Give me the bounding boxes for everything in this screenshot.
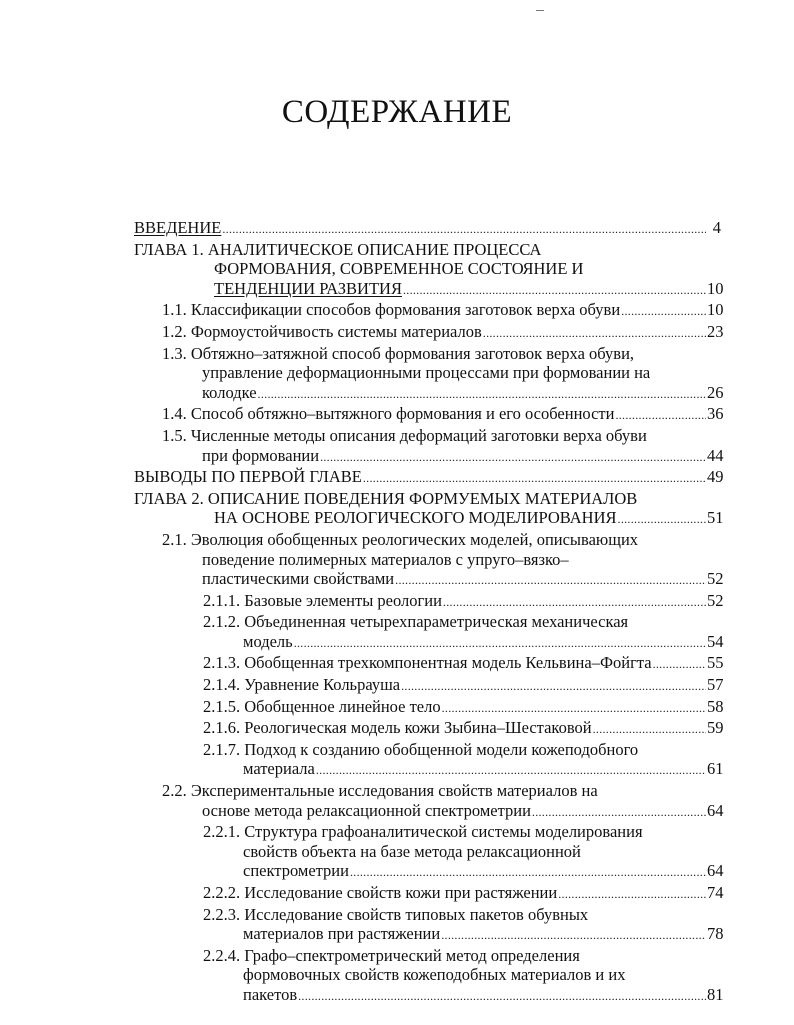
leader-dots bbox=[532, 803, 706, 823]
toc-entry-text: основе метода релаксационной спектрометрии bbox=[202, 800, 531, 820]
toc-page-number: 23 bbox=[707, 321, 724, 341]
toc-page-number: 52 bbox=[707, 590, 724, 610]
leader-dots bbox=[618, 510, 706, 530]
toc-entry-text: 2.1.1. Базовые элементы реологии bbox=[203, 590, 442, 610]
toc-entry-text: спектрометрии bbox=[243, 861, 349, 881]
toc-entry-text: поведение полимерных материалов с упруго–вязко– bbox=[202, 549, 569, 569]
toc-entry-section-1-5[interactable] bbox=[162, 425, 724, 467]
toc-entry-text: 1.5. Численные методы описания деформаций заготовки верха обуви bbox=[162, 425, 647, 445]
toc-entry-text: 2.2.3. Исследование свойств типовых пакетов обувных bbox=[203, 904, 589, 924]
leader-dots bbox=[363, 469, 706, 489]
toc-entry-text: 2.2. Экспериментальные исследования свойств материалов на bbox=[162, 781, 598, 801]
toc-entry-subsection-2-2-1[interactable] bbox=[203, 822, 724, 883]
toc-entry-text: материала bbox=[243, 759, 315, 779]
leader-dots bbox=[441, 926, 706, 946]
toc-entry-subsection-2-2-4[interactable] bbox=[203, 945, 724, 1007]
toc-page-number: 49 bbox=[707, 467, 724, 487]
leader-dots bbox=[294, 634, 706, 654]
toc-entry-chapter-1[interactable] bbox=[134, 239, 724, 301]
toc-entry-text: свойств объекта на базе метода релаксационной bbox=[243, 841, 581, 861]
toc-entry-introduction[interactable] bbox=[134, 218, 721, 240]
toc-entry-text: ВЫВОДЫ ПО ПЕРВОЙ ГЛАВЕ bbox=[134, 467, 362, 487]
leader-dots bbox=[593, 720, 706, 740]
toc-entry-text: 2.1.6. Реологическая модель кожи Зыбина–Шестаковой bbox=[203, 718, 592, 738]
toc-page-number: 4 bbox=[712, 218, 721, 237]
toc-entry-subsection-2-1-2[interactable] bbox=[203, 612, 724, 653]
toc-entry-text: 2.1.5. Обобщенное линейное тело bbox=[203, 696, 441, 716]
scan-mark bbox=[536, 10, 544, 11]
toc-page-number: 55 bbox=[707, 653, 724, 673]
toc-entry-text: материалов при растяжении bbox=[243, 924, 441, 944]
toc-entry-text: 2.1.7. Подход к созданию обобщенной модели кожеподобного bbox=[203, 739, 639, 759]
toc-entry-subsection-2-1-3[interactable] bbox=[203, 653, 724, 675]
toc-entry-section-1-3[interactable] bbox=[162, 343, 724, 405]
leader-dots bbox=[395, 571, 706, 591]
toc-page-number: 54 bbox=[707, 631, 724, 651]
toc-entry-subsection-2-1-5[interactable] bbox=[203, 696, 724, 719]
page-title: СОДЕРЖАНИЕ bbox=[281, 94, 513, 130]
toc-entry-text: НА ОСНОВЕ РЕОЛОГИЧЕСКОГО МОДЕЛИРОВАНИЯ bbox=[214, 508, 617, 528]
toc-entry-text: ГЛАВА 2. ОПИСАНИЕ ПОВЕДЕНИЯ ФОРМУЕМЫХ МАТЕРИАЛОВ bbox=[134, 488, 638, 508]
leader-dots bbox=[258, 385, 706, 405]
toc-page-number: 74 bbox=[707, 883, 724, 902]
toc-entry-text: ГЛАВА 1. АНАЛИТИЧЕСКОЕ ОПИСАНИЕ ПРОЦЕССА bbox=[134, 239, 542, 259]
leader-dots bbox=[316, 761, 706, 781]
leader-dots bbox=[653, 655, 706, 675]
toc-entry-text: ФОРМОВАНИЯ, СОВРЕМЕННОЕ СОСТОЯНИЕ И bbox=[214, 259, 584, 279]
toc-page-number: 10 bbox=[707, 300, 724, 320]
toc-page-number: 36 bbox=[707, 404, 724, 424]
toc-entry-text: ТЕНДЕНЦИИ РАЗВИТИЯ bbox=[214, 278, 402, 298]
toc-page-number: 10 bbox=[707, 278, 724, 298]
toc-page-number: 58 bbox=[707, 696, 724, 716]
leader-dots bbox=[621, 302, 706, 322]
toc-entry-text: 2.1.3. Обобщенная трехкомпонентная модель Кельвина–Фойгта bbox=[203, 653, 652, 673]
toc-page-number: 52 bbox=[707, 569, 724, 589]
leader-dots bbox=[298, 987, 706, 1007]
toc-entry-text: 2.2.4. Графо–спектрометрический метод определения bbox=[203, 945, 580, 965]
toc-page-number: 64 bbox=[707, 861, 724, 881]
leader-dots bbox=[401, 677, 706, 697]
toc-entry-text: пластическими свойствами bbox=[202, 569, 395, 589]
toc-entry-text: 2.1.4. Уравнение Кольрауша bbox=[203, 675, 401, 695]
toc-entry-text: 1.3. Обтяжно–затяжной способ формования заготовок верха обуви, bbox=[162, 343, 635, 363]
toc-entry-text: модель bbox=[243, 631, 293, 651]
leader-dots bbox=[222, 220, 706, 240]
leader-dots bbox=[350, 863, 706, 883]
leader-dots bbox=[443, 593, 706, 613]
toc-entry-subsection-2-1-1[interactable] bbox=[203, 590, 724, 613]
toc-entry-section-2-1[interactable] bbox=[162, 529, 724, 591]
toc-entry-text: пакетов bbox=[243, 984, 298, 1004]
toc-entry-text: 1.2. Формоустойчивость системы материалов bbox=[162, 321, 482, 341]
toc-entry-text: 2.1. Эволюция обобщенных реологических моделей, описывающих bbox=[162, 529, 639, 549]
toc-entry-subsection-2-1-7[interactable] bbox=[203, 739, 724, 781]
leader-dots bbox=[558, 885, 706, 905]
toc-entry-text: 2.2.2. Исследование свойств кожи при растяжении bbox=[203, 883, 558, 902]
toc-entry-section-1-1[interactable] bbox=[162, 300, 724, 322]
toc-entry-section-1-4[interactable] bbox=[162, 404, 724, 426]
leader-dots bbox=[320, 448, 706, 468]
toc-page-number: 61 bbox=[707, 759, 724, 779]
table-of-contents bbox=[0, 218, 794, 1007]
toc-entry-text: ВВЕДЕНИЕ bbox=[134, 218, 222, 237]
leader-dots bbox=[483, 324, 706, 344]
toc-entry-text: колодке bbox=[202, 382, 257, 402]
toc-page-number: 64 bbox=[707, 800, 724, 820]
toc-entry-section-2-2[interactable] bbox=[162, 781, 724, 822]
toc-entry-text: управление деформационными процессами при формовании на bbox=[202, 363, 651, 383]
toc-entry-subsection-2-2-2[interactable] bbox=[203, 883, 724, 905]
toc-page-number: 44 bbox=[707, 445, 724, 465]
toc-entry-subsection-2-1-6[interactable] bbox=[203, 718, 724, 740]
toc-entry-text: 2.1.2. Объединенная четырехпараметрическая механическая bbox=[203, 612, 629, 632]
toc-entry-text: при формовании bbox=[202, 445, 320, 465]
toc-page-number: 51 bbox=[707, 508, 724, 528]
leader-dots bbox=[615, 406, 706, 426]
toc-entry-text: формовочных свойств кожеподобных материалов и их bbox=[243, 965, 626, 985]
toc-page-number: 81 bbox=[707, 984, 724, 1004]
toc-entry-text: 1.4. Способ обтяжно–вытяжного формования и его особенности bbox=[162, 404, 615, 424]
toc-entry-text: 2.2.1. Структура графоаналитической системы моделирования bbox=[203, 822, 643, 842]
toc-page-number: 78 bbox=[707, 924, 724, 944]
toc-entry-subsection-2-1-4[interactable] bbox=[203, 675, 724, 697]
toc-entry-conclusions-1[interactable] bbox=[134, 467, 724, 489]
leader-dots bbox=[442, 699, 706, 719]
toc-page-number: 26 bbox=[707, 382, 724, 402]
toc-entry-chapter-2[interactable] bbox=[134, 488, 724, 530]
toc-page-number: 57 bbox=[707, 675, 724, 695]
toc-page-number: 59 bbox=[707, 718, 724, 738]
toc-entry-section-1-2[interactable] bbox=[162, 321, 724, 344]
leader-dots bbox=[403, 281, 706, 301]
toc-entry-subsection-2-2-3[interactable] bbox=[203, 904, 724, 946]
toc-entry-text: 1.1. Классификации способов формования заготовок верха обуви bbox=[162, 300, 621, 320]
